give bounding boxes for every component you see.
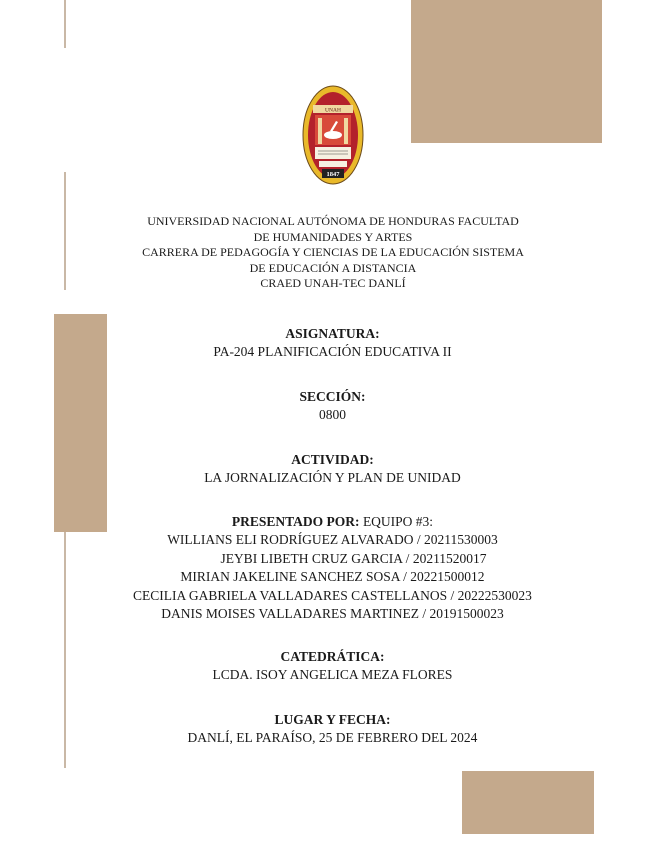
team-member: WILLIANS ELI RODRÍGUEZ ALVARADO / 20211530003 bbox=[167, 532, 498, 547]
actividad-label: ACTIVIDAD: bbox=[291, 452, 374, 467]
header-line: UNIVERSIDAD NACIONAL AUTÓNOMA DE HONDURAS FACULTAD bbox=[147, 214, 519, 228]
presentado-heading bbox=[80, 513, 585, 531]
catedratica-section bbox=[80, 648, 585, 684]
institution-header bbox=[100, 214, 566, 292]
seccion-section bbox=[80, 388, 585, 424]
asignatura-label: ASIGNATURA: bbox=[285, 326, 380, 341]
lugar-fecha-label: LUGAR Y FECHA: bbox=[274, 712, 391, 727]
header-line: CARRERA DE PEDAGOGÍA Y CIENCIAS DE LA EDUCACIÓN SISTEMA bbox=[142, 245, 524, 260]
catedratica-label: CATEDRÁTICA: bbox=[280, 649, 385, 664]
university-seal-logo bbox=[302, 85, 364, 185]
seccion-label: SECCIÓN: bbox=[299, 389, 366, 404]
team-member: DANIS MOISES VALLADARES MARTINEZ / 20191500023 bbox=[161, 606, 504, 621]
lugar-fecha-section bbox=[80, 711, 585, 747]
asignatura-section bbox=[80, 325, 585, 361]
decorative-block-top-right bbox=[411, 0, 602, 143]
catedratica-value: LCDA. ISOY ANGELICA MEZA FLORES bbox=[212, 667, 453, 682]
asignatura-value: PA-204 PLANIFICACIÓN EDUCATIVA II bbox=[213, 344, 452, 359]
team-members-list bbox=[60, 531, 605, 624]
team-member: MIRIAN JAKELINE SANCHEZ SOSA / 20221500012 bbox=[180, 569, 485, 584]
seal-year: 1847 bbox=[326, 171, 340, 178]
presentado-label: PRESENTADO POR: bbox=[231, 514, 360, 529]
actividad-value: LA JORNALIZACIÓN Y PLAN DE UNIDAD bbox=[204, 470, 461, 485]
team-member: JEYBI LIBETH CRUZ GARCIA / 20211520017 bbox=[220, 550, 487, 566]
decorative-block-bottom-right bbox=[462, 771, 594, 834]
header-line: DE EDUCACIÓN A DISTANCIA bbox=[249, 260, 417, 275]
decorative-line-middle bbox=[64, 172, 66, 290]
header-line: DE HUMANIDADES Y ARTES bbox=[253, 229, 413, 244]
seccion-value: 0800 bbox=[319, 407, 346, 422]
lugar-fecha-value: DANLÍ, EL PARAÍSO, 25 DE FEBRERO DEL 2024 bbox=[187, 730, 478, 745]
header-line: CRAED UNAH-TEC DANLÍ bbox=[260, 276, 406, 291]
team-member: CECILIA GABRIELA VALLADARES CASTELLANOS / 20222530023 bbox=[133, 587, 532, 603]
seal-ring-text: UNAH bbox=[325, 107, 341, 114]
decorative-line-top bbox=[64, 0, 66, 48]
actividad-section bbox=[80, 451, 585, 487]
team-name: EQUIPO #3: bbox=[359, 514, 434, 529]
